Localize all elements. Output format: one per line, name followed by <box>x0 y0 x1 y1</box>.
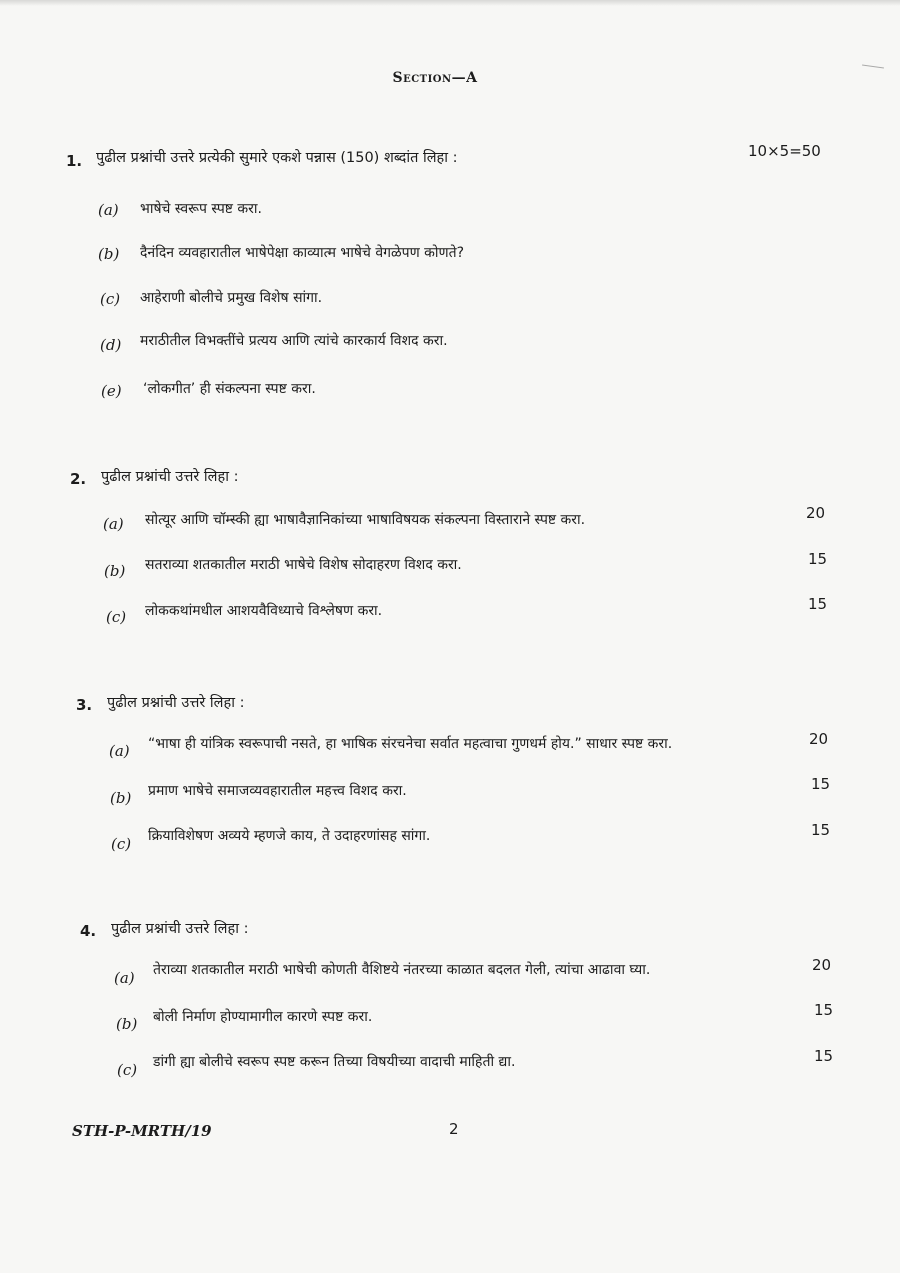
question-1-number: 1. <box>66 152 83 170</box>
question-2a-marks: 20 <box>806 504 826 522</box>
scan-speck <box>862 64 884 68</box>
question-1d-text: मराठीतील विभक्तींचे प्रत्यय आणि त्यांचे कारकार्य विशद करा. <box>140 333 448 349</box>
question-4c-label: (c) <box>117 1061 138 1079</box>
question-3a-text: “भाषा ही यांत्रिक स्वरूपाची नसते, हा भाषिक संरचनेचा सर्वात महत्वाचा गुणधर्म होय.” साधार स्पष्ट करा. <box>148 736 673 752</box>
question-2c-marks: 15 <box>808 595 828 613</box>
question-1b-text: दैनंदिन व्यवहारातील भाषेपेक्षा काव्यात्म भाषेचे वेगळेपण कोणते? <box>140 245 465 261</box>
question-4a-marks: 20 <box>812 956 832 974</box>
question-3a-marks: 20 <box>809 730 829 748</box>
question-4a-label: (a) <box>114 969 135 987</box>
question-1a-label: (a) <box>98 201 119 219</box>
question-4b-label: (b) <box>116 1015 138 1033</box>
question-2c-label: (c) <box>106 608 127 626</box>
question-3c-marks: 15 <box>811 821 831 839</box>
question-3b-marks: 15 <box>811 775 831 793</box>
question-1d-label: (d) <box>100 336 122 354</box>
question-3-text: पुढील प्रश्नांची उत्तरे लिहा : <box>107 695 245 711</box>
question-2-text: पुढील प्रश्नांची उत्तरे लिहा : <box>101 469 239 485</box>
scan-top-edge <box>0 0 900 6</box>
question-3-number: 3. <box>76 696 93 714</box>
question-3c-text: क्रियाविशेषण अव्यये म्हणजे काय, ते उदाहरणांसह सांगा. <box>148 828 431 844</box>
question-2b-label: (b) <box>104 562 126 580</box>
question-1c-text: आहेराणी बोलीचे प्रमुख विशेष सांगा. <box>140 290 323 306</box>
question-2c-text: लोककथांमधील आशयवैविध्याचे विश्लेषण करा. <box>145 603 383 619</box>
question-1e-text: ‘लोकगीत’ ही संकल्पना स्पष्ट करा. <box>143 381 316 397</box>
question-1e-label: (e) <box>101 382 122 400</box>
question-1-text: पुढील प्रश्नांची उत्तरे प्रत्येकी सुमारे एकशे पन्नास (150) शब्दांत लिहा : <box>96 150 458 166</box>
question-4-number: 4. <box>80 922 97 940</box>
question-3b-text: प्रमाण भाषेचे समाजव्यवहारातील महत्त्व विशद करा. <box>148 783 407 799</box>
question-4a-text: तेराव्या शतकातील मराठी भाषेची कोणती वैशिष्टये नंतरच्या काळात बदलत गेली, त्यांचा आढावा घ्या. <box>153 962 651 978</box>
question-2-number: 2. <box>70 470 87 488</box>
question-4c-marks: 15 <box>814 1047 834 1065</box>
question-3c-label: (c) <box>111 835 132 853</box>
question-4-text: पुढील प्रश्नांची उत्तरे लिहा : <box>111 921 249 937</box>
question-2b-marks: 15 <box>808 550 828 568</box>
question-4b-marks: 15 <box>814 1001 834 1019</box>
question-4b-text: बोली निर्माण होण्यामागील कारणे स्पष्ट करा. <box>153 1009 373 1025</box>
question-1c-label: (c) <box>100 290 121 308</box>
question-1a-text: भाषेचे स्वरूप स्पष्ट करा. <box>140 201 262 217</box>
question-4c-text: डांगी ह्या बोलीचे स्वरूप स्पष्ट करून तिच्या विषयीच्या वादाची माहिती द्या. <box>153 1054 516 1070</box>
marks-total: 10×5=50 <box>748 142 821 160</box>
question-2b-text: सतराव्या शतकातील मराठी भाषेचे विशेष सोदाहरण विशद करा. <box>145 557 462 573</box>
section-heading: Section—A <box>392 70 478 86</box>
question-3b-label: (b) <box>110 789 132 807</box>
question-1b-label: (b) <box>98 245 120 263</box>
page-number: 2 <box>449 1120 459 1138</box>
question-2a-text: सोत्यूर आणि चॉम्स्की ह्या भाषावैज्ञानिकांच्या भाषाविषयक संकल्पना विस्ताराने स्पष्ट करा. <box>145 512 586 528</box>
question-3a-label: (a) <box>109 742 130 760</box>
question-2a-label: (a) <box>103 515 124 533</box>
paper-code: STH-P-MRTH/19 <box>72 1122 212 1140</box>
